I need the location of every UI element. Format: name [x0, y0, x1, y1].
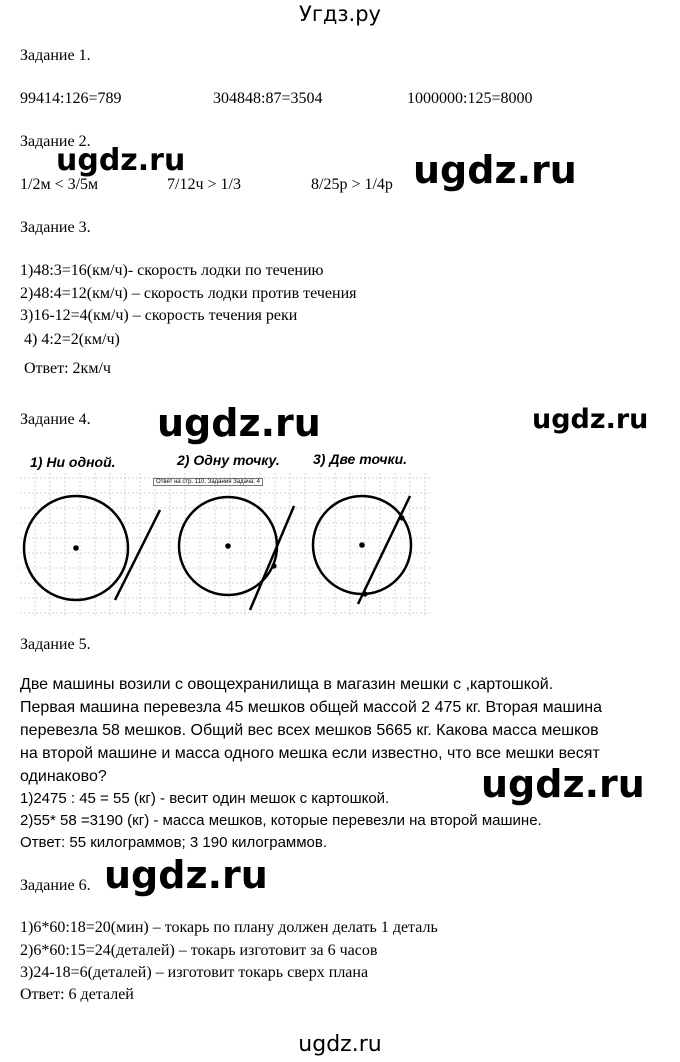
task2-item: 7/12ч > 1/3 — [167, 176, 241, 193]
task5-line: на второй машине и масса одного мешка если известно, что все мешки весят — [20, 745, 600, 762]
task6-line: 2)6*60:15=24(деталей) – токарь изготовит за 6 часов — [20, 942, 378, 959]
line-2 — [250, 506, 294, 610]
task3-heading: Задание 3. — [20, 219, 91, 236]
task4-label: 2) Одну точку. — [177, 452, 280, 468]
intersection-point — [399, 515, 404, 520]
task2-item: 8/25р > 1/4р — [311, 176, 393, 193]
task5-line: 2)55* 58 =3190 (кг) - масса мешков, которые перевезли на второй машине. — [20, 812, 542, 829]
watermark: ugdz.ru — [56, 143, 186, 178]
center-point-3 — [359, 542, 365, 548]
task6-line: 3)24-18=6(деталей) – изготовит токарь сверх плана — [20, 964, 369, 981]
task4-figure — [20, 448, 430, 616]
task3-line: 1)48:3=16(км/ч)- скорость лодки по течению — [20, 262, 324, 279]
task2-item: 1/2м < 3/5м — [20, 176, 99, 193]
tangent-point — [271, 563, 276, 568]
task5-line: Первая машина перевезла 45 мешков общей массой 2 475 кг. Вторая машина — [20, 699, 602, 716]
center-point-1 — [73, 545, 79, 551]
task4-label: 1) Ни одной. — [30, 454, 116, 470]
task5-line: Две машины возили с овощехранилища в магазин мешки с ,картошкой. — [20, 676, 554, 693]
task3-line: 2)48:4=12(км/ч) – скорость лодки против течения — [20, 285, 357, 302]
center-point-2 — [225, 543, 231, 549]
task5-heading: Задание 5. — [20, 636, 91, 653]
task5-answer: Ответ: 55 килограммов; 3 190 килограммов. — [20, 834, 328, 851]
tooltip: Ответ на стр. 110, Задания Задача: 4 — [153, 478, 263, 486]
task3-line: 4) 4:2=2(км/ч) — [24, 331, 120, 348]
watermark: ugdz.ru — [157, 401, 321, 445]
intersection-point — [362, 591, 367, 596]
task1-item: 304848:87=3504 — [213, 90, 323, 107]
task1-item: 1000000:125=8000 — [407, 90, 533, 107]
task1-item: 99414:126=789 — [20, 90, 122, 107]
watermark: ugdz.ru — [413, 148, 577, 192]
task5-line: 1)2475 : 45 = 55 (кг) - весит один мешок с картошкой. — [20, 790, 390, 807]
task2-heading: Задание 2. — [20, 133, 91, 150]
watermark: ugdz.ru — [481, 762, 645, 806]
grid-drawing — [20, 448, 430, 616]
task4-heading: Задание 4. — [20, 411, 91, 428]
watermark: ugdz.ru — [104, 853, 268, 897]
footer-watermark: ugdz.ru — [298, 1032, 382, 1057]
task5-line: перевезла 58 мешков. Общий вес всех мешков 5665 кг. Какова масса мешков — [20, 722, 599, 739]
task6-line: 1)6*60:18=20(мин) – токарь по плану должен делать 1 деталь — [20, 919, 438, 936]
task3-answer: Ответ: 2км/ч — [24, 360, 111, 377]
task6-heading: Задание 6. — [20, 877, 91, 894]
task6-answer: Ответ: 6 деталей — [20, 986, 134, 1003]
task3-line: 3)16-12=4(км/ч) – скорость течения реки — [20, 307, 298, 324]
task5-line: одинаково? — [20, 768, 107, 785]
task1-heading: Задание 1. — [20, 47, 91, 64]
site-title: Угдз.ру — [299, 2, 381, 26]
task4-label: 3) Две точки. — [313, 451, 408, 467]
watermark: ugdz.ru — [532, 404, 649, 435]
